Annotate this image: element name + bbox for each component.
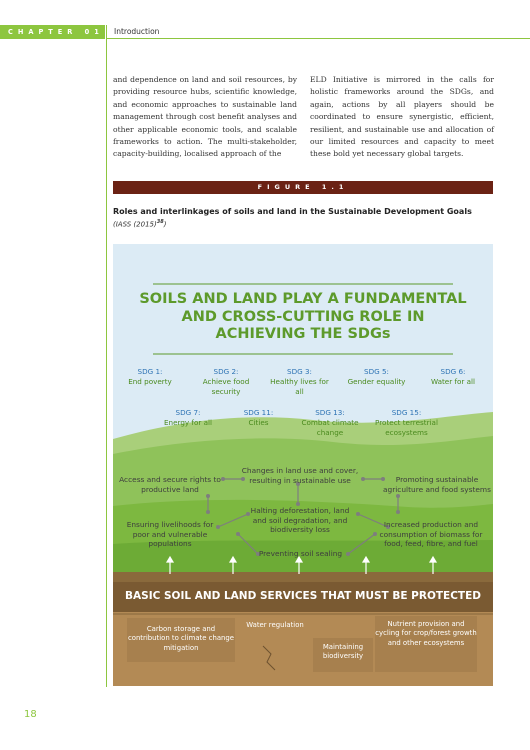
- node-land-use-change: Changes in land use and cover, resulting in sustainable use: [241, 466, 359, 485]
- sdg-7: [153, 408, 223, 428]
- margin-rule: [106, 39, 107, 687]
- node-secure-rights: Access and secure rights to productive land: [119, 475, 221, 494]
- sdg-1: [115, 367, 185, 387]
- sdg-text: Cities: [248, 418, 269, 427]
- sdg-number: SDG 11:: [243, 408, 274, 417]
- figure-title: Roles and interlinkages of soils and land in the Sustainable Development Goals: [113, 207, 472, 216]
- sdg-3: [267, 367, 332, 397]
- sdg-number: SDG 6:: [440, 367, 466, 376]
- sdg-text: Healthy lives for all: [270, 377, 329, 396]
- service-carbon-storage: Carbon storage and contribution to climate change mitigation: [127, 625, 235, 652]
- sdg-13: [295, 408, 365, 438]
- body-column-right: ELD Initiative is mirrored in the calls for holistic frameworks around the SDGs, and again, actions by all players should be coordinated to ensure synergistic, efficient, resilient, and sustainable use and allocation of our limited resources and capacity to meet these bold yet necessary global targets.: [310, 75, 494, 159]
- services-heading: BASIC SOIL AND LAND SERVICES THAT MUST BE PROTECTED: [125, 590, 481, 602]
- sdg-number: SDG 1:: [137, 367, 163, 376]
- sdg-infographic: [113, 244, 493, 686]
- sdg-2: [191, 367, 261, 397]
- body-column-left: and dependence on land and soil resources, by providing resource hubs, scientific knowledge, and economic approaches to sustainable land management through cost benefit analyses and other applicable economic tools, and scalable frameworks to action. The multi-stakeholder, capacity-building, localised approach of the: [113, 75, 297, 159]
- sdg-text: Energy for all: [163, 418, 212, 427]
- source-text: (IASS (2015): [113, 220, 157, 229]
- sdg-number: SDG 7:: [175, 408, 201, 417]
- sdg-number: SDG 2:: [213, 367, 239, 376]
- headline-line-3: ACHIEVING THE SDGs: [215, 326, 391, 342]
- node-livelihoods: Ensuring livelihoods for poor and vulnerable populations: [126, 520, 214, 549]
- node-soil-sealing: Preventing soil sealing: [258, 549, 343, 558]
- sdg-number: SDG 3:: [287, 367, 312, 376]
- header-rule: [106, 38, 530, 39]
- section-title: Introduction: [114, 27, 160, 36]
- sdg-text: Protect terrestrial ecosystems: [375, 418, 438, 437]
- page-header: [0, 25, 530, 39]
- service-biodiversity: Maintaining biodiversity: [322, 643, 364, 661]
- node-halting-deforestation: Halting deforestation, land and soil degradation, and biodiversity loss: [250, 506, 350, 535]
- headline-line-1: SOILS AND LAND PLAY A FUNDAMENTAL: [139, 291, 467, 307]
- page-number: 18: [24, 709, 37, 720]
- figure-source: [113, 219, 166, 228]
- sdg-text: End poverty: [128, 377, 172, 386]
- headline-line-2: AND CROSS-CUTTING ROLE IN: [181, 308, 425, 325]
- header-separator: [106, 25, 107, 39]
- sdg-number: SDG 15:: [391, 408, 422, 417]
- chapter-label: CHAPTER 01: [0, 25, 105, 39]
- sdg-text: Achieve food security: [202, 377, 250, 396]
- service-nutrient-cycling: Nutrient provision and cycling for crop/forest growth and other ecosystems: [375, 620, 477, 647]
- sdg-text: Water for all: [430, 377, 476, 386]
- sdg-number: SDG 13:: [315, 408, 345, 417]
- sdg-number: SDG 5:: [364, 367, 389, 376]
- node-sustainable-agriculture: Promoting sustainable agriculture and food systems: [383, 475, 491, 494]
- figure-label: FIGURE 1.1: [113, 181, 493, 194]
- source-reference: 38: [156, 219, 164, 225]
- source-close: ): [163, 220, 167, 229]
- sdg-5: [339, 367, 414, 387]
- node-biomass: Increased production and consumption of biomass for food, feed, fibre, and fuel: [379, 520, 483, 549]
- infographic-headline: [113, 291, 493, 344]
- sdg-11: [231, 408, 286, 428]
- sdg-text: Combat climate change: [301, 418, 359, 437]
- service-water-regulation: Water regulation: [246, 621, 304, 629]
- sdg-15: [369, 408, 444, 438]
- sdg-text: Gender equality: [347, 377, 406, 386]
- sdg-6: [418, 367, 488, 387]
